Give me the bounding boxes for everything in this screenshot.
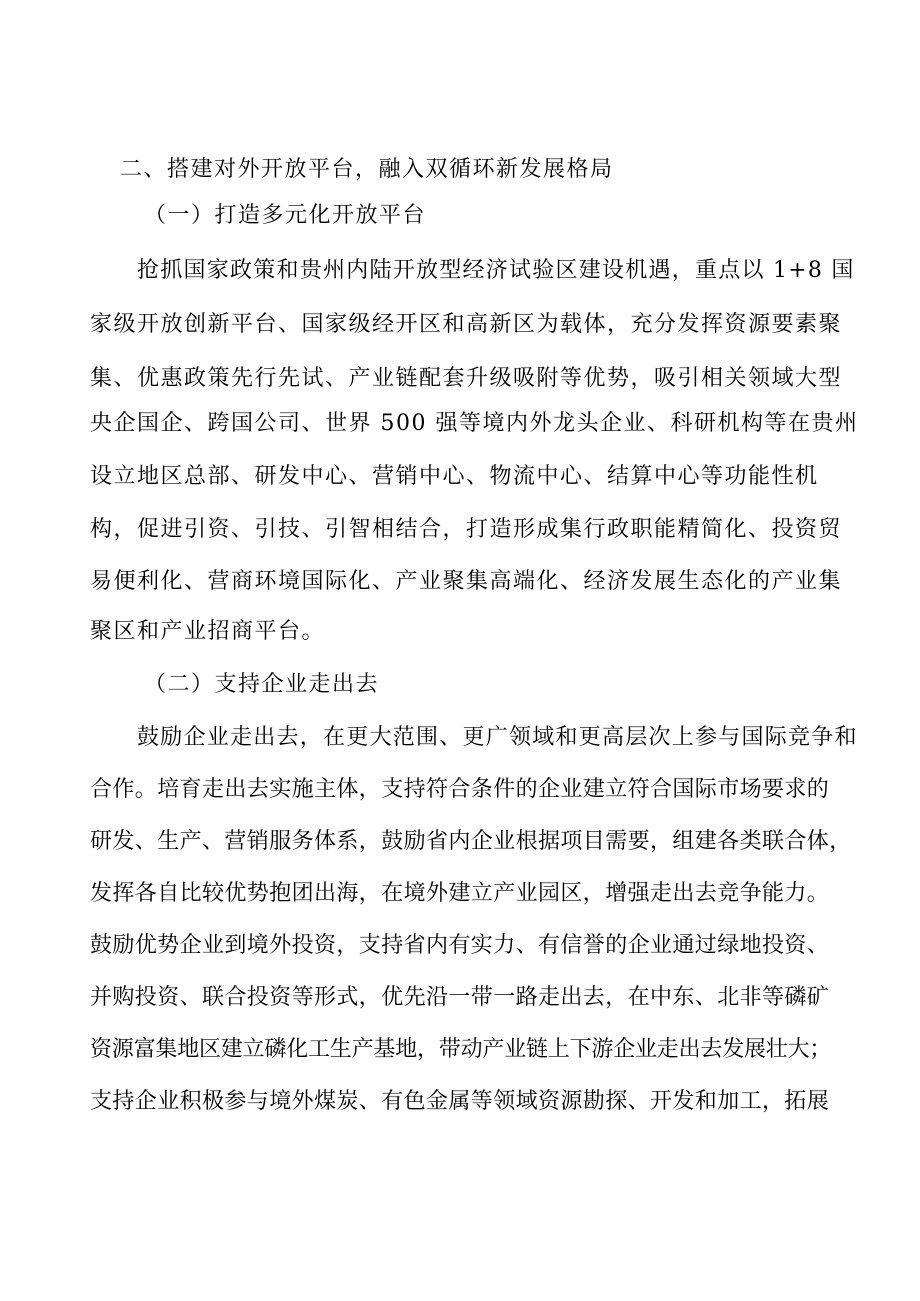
paragraph-2-line-8: 支持企业积极参与境外煤炭、有色金属等领域资源勘探、开发和加工，拓展	[90, 1089, 830, 1114]
paragraph-2-line-4: 发挥各自比较优势抱团出海，在境外建立产业园区，增强走出去竞争能力。	[90, 881, 830, 906]
subsection-2-heading: （二）支持企业走出去	[144, 672, 380, 697]
section-heading: 二、搭建对外开放平台，融入双循环新发展格局	[120, 157, 614, 182]
paragraph-2-line-2: 合作。培育走出去实施主体，支持符合条件的企业建立符合国际市场要求的	[90, 777, 830, 802]
paragraph-1-line-7: 易便利化、营商环境国际化、产业聚集高端化、经济发展生态化的产业集	[90, 569, 843, 594]
paragraph-1-line-8: 聚区和产业招商平台。	[90, 619, 326, 644]
paragraph-2-line-1: 鼓励企业走出去，在更大范围、更广领域和更高层次上参与国际竞争和	[137, 725, 858, 750]
paragraph-1-line-4: 央企国企、跨国公司、世界 500 强等境内外龙头企业、科研机构等在贵州	[90, 411, 859, 436]
paragraph-1-line-2: 家级开放创新平台、国家级经开区和高新区为载体，充分发挥资源要素聚	[90, 312, 843, 337]
paragraph-2-line-3: 研发、生产、营销服务体系，鼓励省内企业根据项目需要，组建各类联合体，	[90, 829, 852, 854]
subsection-1-heading: （一）打造多元化开放平台	[144, 203, 427, 228]
paragraph-1-line-1: 抢抓国家政策和贵州内陆开放型经济试验区建设机遇，重点以 1+8 国	[137, 258, 855, 283]
paragraph-1-line-6: 构，促进引资、引技、引智相结合，打造形成集行政职能精简化、投资贸	[90, 517, 843, 542]
paragraph-2-line-6: 并购投资、联合投资等形式，优先沿一带一路走出去，在中东、北非等磷矿	[90, 985, 830, 1010]
paragraph-2-line-5: 鼓励优势企业到境外投资，支持省内有实力、有信誉的企业通过绿地投资、	[90, 933, 830, 958]
paragraph-1-line-5: 设立地区总部、研发中心、营销中心、物流中心、结算中心等功能性机	[90, 464, 819, 489]
paragraph-1-line-3: 集、优惠政策先行先试、产业链配套升级吸附等优势，吸引相关领域大型	[90, 366, 843, 391]
paragraph-2-line-7: 资源富集地区建立磷化工生产基地，带动产业链上下游企业走出去发展壮大；	[90, 1037, 832, 1062]
